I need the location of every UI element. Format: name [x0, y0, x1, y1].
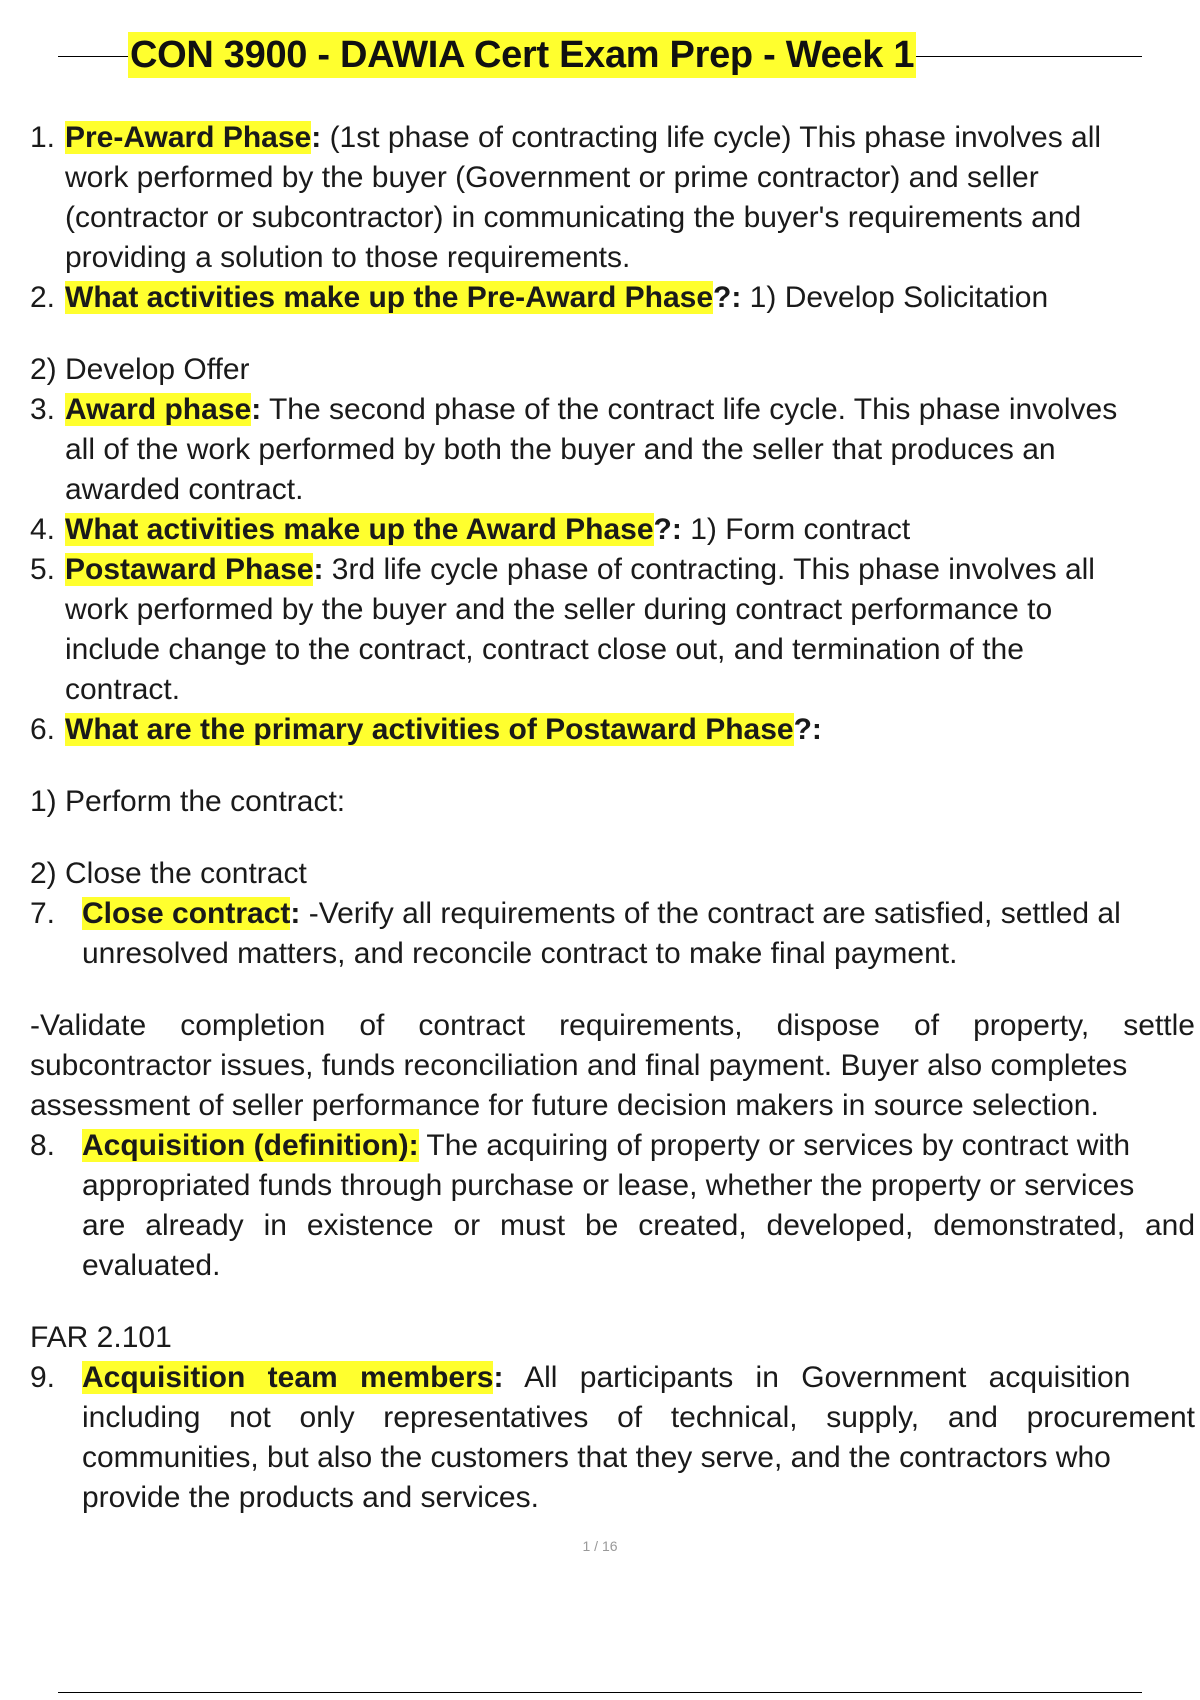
item-colon: : [251, 393, 262, 426]
item-colon: ?: [793, 713, 822, 746]
item-text: contract. [65, 673, 181, 706]
item-number: 3. [30, 393, 56, 426]
item-term: What activities make up the Pre-Award Phase [65, 281, 714, 314]
item-text: The acquiring of property or services by contract with [418, 1129, 1131, 1162]
bottom-rule [58, 1692, 1142, 1693]
item-answer: 2) Close the contract [30, 857, 307, 890]
item-text: work performed by the buyer and the seller during contract performance to [65, 593, 1053, 626]
list-item [30, 118, 1195, 278]
item-term: Acquisition team members [82, 1361, 494, 1394]
item-term: Acquisition (definition): [82, 1129, 419, 1162]
item-text: communities, but also the customers that they serve, and the contractors who [82, 1441, 1111, 1474]
item-text: all of the work performed by both the buyer and the seller that produces an [65, 433, 1056, 466]
item-colon: : [311, 121, 322, 154]
title-row [58, 30, 1142, 80]
item-text: awarded contract. [65, 473, 304, 506]
item-text: include change to the contract, contract close out, and termination of the [65, 633, 1024, 666]
item-text: work performed by the buyer (Government or prime contractor) and seller [65, 161, 1039, 194]
item-text: evaluated. [82, 1249, 221, 1282]
item-colon: ?: [713, 281, 742, 314]
list-item [30, 1126, 1195, 1286]
list-item [30, 550, 1195, 710]
item-text: appropriated funds through purchase or lease, whether the property or services [82, 1169, 1135, 1202]
item-colon: : [493, 1361, 504, 1394]
item-text: (1st phase of contracting life cycle) This phase involves all [321, 121, 1102, 154]
item-number: 9. [30, 1361, 56, 1394]
item-term: Postaward Phase [65, 553, 314, 586]
item-answer: 1) Perform the contract: [30, 785, 346, 818]
item-text: 1) Form contract [681, 513, 911, 546]
item-text: including not only representatives of technical, supply, and procurement [82, 1401, 1195, 1434]
item-text: All participants in Government acquisition [503, 1361, 1131, 1394]
item-answer: -Validate completion of contract requirements, dispose of property, settle [30, 1009, 1195, 1042]
item-text: providing a solution to those requirements. [65, 241, 631, 274]
item-text: The second phase of the contract life cycle. This phase involves [261, 393, 1118, 426]
item-colon: ?: [653, 513, 682, 546]
list-item [30, 1358, 1195, 1518]
item-answer: assessment of seller performance for future decision makers in source selection. [30, 1089, 1099, 1122]
item-number: 6. [30, 713, 56, 746]
list-item [30, 390, 1195, 510]
item-term: What are the primary activities of Postaward Phase [65, 713, 794, 746]
item-text: provide the products and services. [82, 1481, 539, 1514]
item-answer: subcontractor issues, funds reconciliation and final payment. Buyer also completes [30, 1049, 1128, 1082]
item-number: 4. [30, 513, 56, 546]
item-answer: FAR 2.101 [30, 1321, 172, 1354]
item-number: 1. [30, 121, 56, 154]
page-title: CON 3900 - DAWIA Cert Exam Prep - Week 1 [130, 34, 915, 76]
list-item [30, 278, 1195, 318]
item-text: 1) Develop Solicitation [741, 281, 1049, 314]
item-text: (contractor or subcontractor) in communicating the buyer's requirements and [65, 201, 1082, 234]
item-text: -Verify all requirements of the contract are satisfied, settled al [300, 897, 1121, 930]
item-number: 8. [30, 1129, 56, 1162]
item-colon: : [313, 553, 324, 586]
page-indicator: 1 / 16 [582, 1538, 618, 1554]
document-body [30, 118, 1195, 1518]
item-term: Pre-Award Phase [65, 121, 312, 154]
item-number: 7. [30, 897, 56, 930]
list-item [30, 710, 1195, 750]
item-term: What activities make up the Award Phase [65, 513, 654, 546]
item-text: 3rd life cycle phase of contracting. This phase involves all [323, 553, 1095, 586]
item-colon: : [290, 897, 301, 930]
item-number: 5. [30, 553, 56, 586]
item-term: Award phase [65, 393, 252, 426]
list-item [30, 510, 1195, 550]
item-text: unresolved matters, and reconcile contract to make final payment. [82, 937, 958, 970]
item-number: 2. [30, 281, 56, 314]
list-item [30, 894, 1195, 974]
item-term: Close contract [82, 897, 291, 930]
item-answer: 2) Develop Offer [30, 353, 250, 386]
item-text: are already in existence or must be created, developed, demonstrated, and [82, 1209, 1195, 1242]
